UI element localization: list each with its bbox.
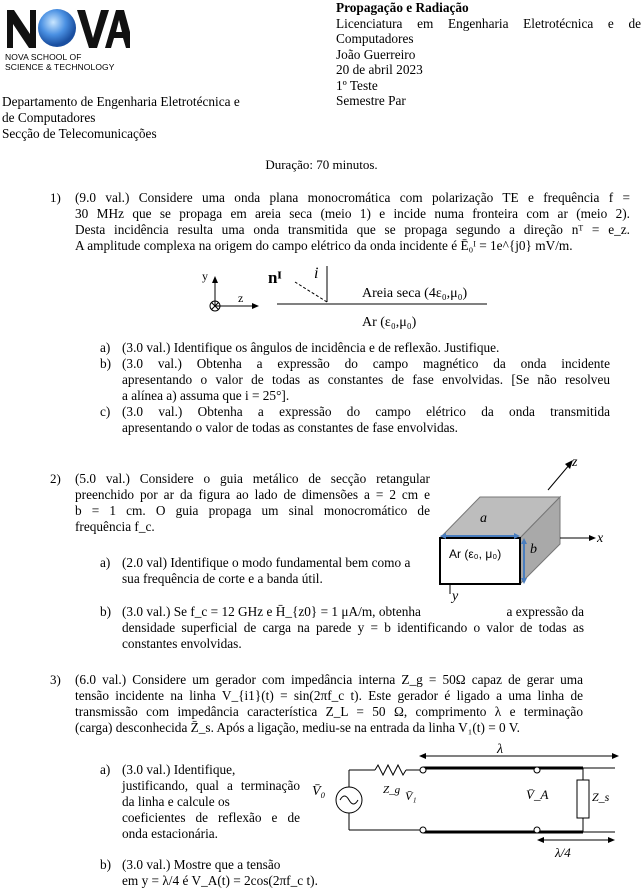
q3-a-line2: justificando, qual a terminação — [122, 778, 300, 793]
q2-number: 2) — [50, 471, 61, 486]
q3-a-line3: da linha e calcule os — [122, 794, 230, 809]
q3-line2: tensão incidente na linha V_{i1}(t) = sin(2πf_c t). Este gerador é ligado a uma linha de — [75, 688, 583, 703]
q1-b-label: b) — [100, 356, 112, 371]
medium1-label: Areia seca (4ε₀,μ₀) — [362, 286, 468, 301]
angle-i-label: i — [314, 265, 319, 282]
fig3-lambda-label: λ — [497, 742, 504, 757]
semester: Semestre Par — [336, 93, 406, 108]
q3-b-label: b) — [100, 857, 112, 872]
q1-line2: 30 MHz que se propaga em areia seca (meio 1) e incide numa fronteira com ar (meio 2). — [75, 206, 630, 221]
q2-line4: frequência f_c. — [75, 519, 155, 534]
q3-item-b — [100, 857, 350, 889]
fig3-va-label: V̄_A — [526, 787, 549, 802]
q2-line2: preenchido por ar da figura ao lado de dimensões a = 2 cm e — [75, 487, 430, 502]
q1-b-line1: (3.0 val.) Obtenha a expressão do campo magnético da onda incidente — [122, 356, 610, 371]
medium2-label: Ar (ε₀,μ₀) — [362, 315, 417, 330]
q3-circuit-figure — [305, 742, 635, 858]
normal-dashed — [295, 282, 327, 302]
q2-b-label: b) — [100, 604, 112, 619]
fig2-x-label: x — [597, 531, 604, 546]
q1-a-label: a) — [100, 340, 111, 355]
q1-statement — [75, 190, 630, 254]
department-block — [2, 94, 292, 142]
exam-date: 20 de abril 2023 — [336, 62, 423, 77]
q2-a-line2: sua frequência de corte e a banda útil. — [122, 571, 323, 586]
q1-subitems — [100, 340, 610, 436]
fig2-z-label: z — [572, 455, 578, 470]
course-line2: Computadores — [336, 31, 414, 46]
author: João Guerreiro — [336, 46, 416, 62]
fig1-y-label: y — [202, 269, 208, 283]
q3-a-line5: onda estacionária. — [122, 826, 218, 841]
q3-a-line4: coeficientes de reflexão e de — [122, 810, 300, 825]
q1-a-text: (3.0 val.) Identifique os ângulos de incidência e de reflexão. Justifique. — [122, 340, 500, 355]
q1-c-line1: (3.0 val.) Obtenha a expressão do campo elétrico da onda transmitida — [122, 404, 610, 419]
q1-line1: (9.0 val.) Considere uma onda plana monocromática com polarização TE e frequência f = — [75, 190, 630, 205]
q2-a-label: a) — [100, 555, 111, 570]
exam-header — [336, 0, 641, 109]
exam-name: 1º Teste — [336, 77, 378, 93]
q3-line1: (6.0 val.) Considere um gerador com impedância interna Z_g = 50Ω capaz de gerar uma — [75, 672, 583, 687]
course-title: Propagação e Radiação — [336, 0, 469, 15]
q3-item-a — [100, 762, 300, 842]
q3-line4: (carga) desconhecida Z̄_s. Após a ligação, mediu-se na entrada da linha V₁(t) = 0 V. — [75, 720, 521, 735]
q2-b-line1a: (3.0 val.) Se f_c = 12 GHz e H̄_{z0} = 1 μA/m, obtenha — [122, 604, 421, 619]
logo-subtitle — [5, 52, 115, 72]
q1-c-label: c) — [100, 404, 111, 419]
q2-b-line3: constantes envolvidas. — [122, 636, 242, 651]
nova-logo — [5, 6, 130, 57]
q3-b-line1: (3.0 val.) Mostre que a tensão — [122, 857, 281, 872]
fig2-y-label: y — [452, 589, 459, 604]
q1-item-b — [100, 356, 610, 404]
q2-waveguide-figure — [430, 452, 635, 602]
q2-a-line1: (2.0 val) Identifique o modo fundamental bem como a — [122, 555, 411, 570]
duration: Duração: 70 minutos. — [265, 157, 378, 172]
normal-label: nᴵ — [268, 268, 282, 287]
fig2-inner-label: Ar (ε₀, μ₀) — [449, 547, 502, 561]
course-line1: Licenciatura em Engenharia Eletrotécnica e de — [336, 15, 641, 31]
nova-logo-mark — [5, 6, 130, 50]
q2-item-a — [100, 555, 430, 587]
q2-line3: b = 1 cm. O guia propaga um sinal monocromático de — [75, 503, 430, 518]
q1-c-line2: apresentando o valor de todas as constantes de fase envolvidas. — [122, 420, 459, 435]
q3-line3: transmissão com impedância característica Z_L = 50 Ω, comprimento λ e terminação — [75, 704, 583, 719]
fig2-b-label: b — [530, 542, 537, 557]
q1-number: 1) — [50, 190, 61, 205]
q3-statement — [75, 672, 583, 736]
logo-sub-line2: SCIENCE & TECHNOLOGY — [5, 62, 115, 72]
q3-b-line2: em y = λ/4 é V_A(t) = 2cos(2πf_c t). — [122, 873, 318, 888]
q2-item-b — [100, 604, 584, 652]
fig3-zs-label: Z_s — [592, 790, 610, 804]
q1-line3: Desta incidência resulta uma onda transmitida que se propaga segundo a direção nᵀ = e_z. — [75, 222, 630, 237]
q1-line4: A amplitude complexa na origem do campo elétrico da onda incidente é Ē₀ᴵ = 1e^{j0} mV/m. — [75, 238, 573, 253]
fig3-v0-label: V̄₀ — [312, 784, 326, 799]
fig3-lambda4-label: λ/4 — [555, 845, 571, 860]
q2-b-line2: densidade superficial de carga na parede y = b identificando o valor de todas as — [122, 620, 584, 635]
q3-number: 3) — [50, 672, 61, 687]
fig3-zg-label: Z_g — [383, 784, 401, 796]
q1-b-line3: a alínea a) assuma que i = 25°]. — [122, 388, 290, 403]
department-line2: de Computadores — [2, 110, 96, 125]
q3-a-label: a) — [100, 762, 111, 777]
logo-sub-line1: NOVA SCHOOL OF — [5, 52, 82, 62]
department-line1: Departamento de Engenharia Eletrotécnica e — [2, 94, 240, 109]
q1-item-a — [100, 340, 610, 356]
q2-b-line1b: a expressão da — [506, 604, 584, 619]
q2-statement — [75, 471, 430, 535]
fig2-a-label: a — [480, 511, 487, 526]
q1-item-c — [100, 404, 610, 436]
q2-line1: (5.0 val.) Considere o guia metálico de secção retangular — [75, 471, 430, 486]
q3-a-line1: (3.0 val.) Identifique, — [122, 762, 236, 777]
fig3-v1-label: V̄₁ — [405, 789, 417, 803]
department-line3: Secção de Telecomunicações — [2, 126, 157, 141]
fig1-z-label: z — [238, 291, 244, 305]
q1-b-line2: apresentando o valor de todas as constantes de fase envolvidas. [Se não resolveu — [122, 372, 610, 387]
